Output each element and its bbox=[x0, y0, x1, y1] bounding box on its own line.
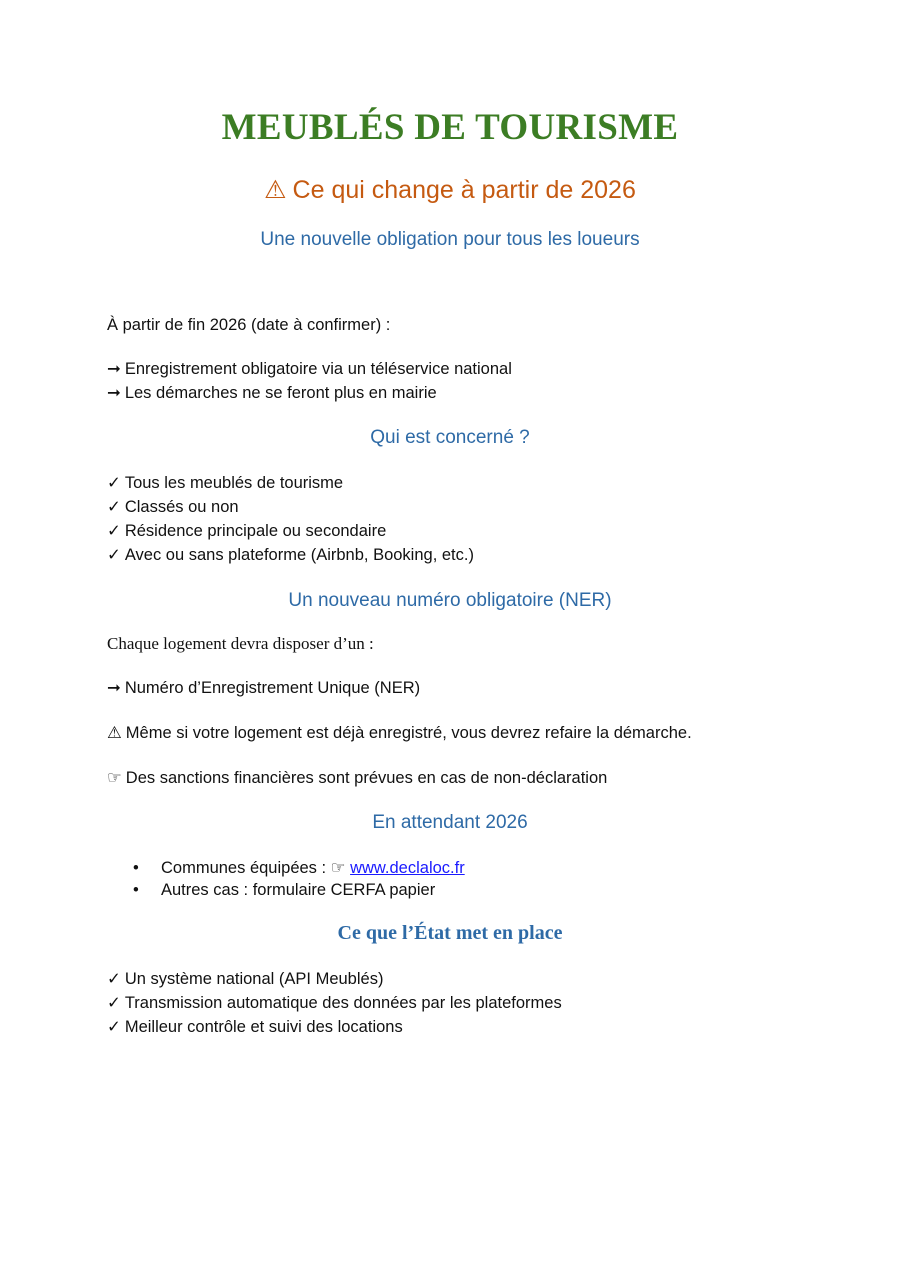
concerned-item bbox=[107, 543, 474, 567]
check-icon: ✓ bbox=[107, 546, 121, 564]
check-icon: ✓ bbox=[107, 994, 121, 1012]
change-item-text: Enregistrement obligatoire via un téléservice national bbox=[124, 360, 512, 378]
section-heading-state: Ce que l’État met en place bbox=[337, 922, 563, 944]
ner-item-text: Numéro d’Enregistrement Unique (NER) bbox=[124, 679, 421, 697]
list-item bbox=[133, 879, 465, 901]
ner-warning-text: Même si votre logement est déjà enregistré, vous devrez refaire la démarche. bbox=[125, 724, 692, 742]
section-heading-concerned: Qui est concerné ? bbox=[370, 427, 530, 448]
warning-icon: ⚠ bbox=[264, 176, 287, 204]
list-item-text: Autres cas : formulaire CERFA papier bbox=[161, 881, 436, 899]
check-icon: ✓ bbox=[107, 1018, 121, 1036]
change-item-text: Les démarches ne se feront plus en mairie bbox=[124, 384, 437, 402]
check-icon: ✓ bbox=[107, 474, 121, 492]
state-item bbox=[107, 991, 562, 1015]
state-item-text: Transmission automatique des données par les plateformes bbox=[124, 994, 562, 1012]
sanctions-note bbox=[107, 766, 607, 790]
sanctions-text: Des sanctions financières sont prévues en cas de non-déclaration bbox=[125, 769, 608, 787]
arrow-icon: ➞ bbox=[107, 384, 121, 402]
state-item bbox=[107, 967, 383, 991]
intro-text: À partir de fin 2026 (date à confirmer) : bbox=[107, 316, 391, 334]
arrow-icon: ➞ bbox=[107, 360, 121, 378]
warning-icon: ⚠ bbox=[107, 724, 122, 742]
state-item-text: Un système national (API Meublés) bbox=[124, 970, 384, 988]
section-heading-ner: Un nouveau numéro obligatoire (NER) bbox=[288, 590, 612, 611]
change-item bbox=[107, 357, 512, 381]
change-item bbox=[107, 381, 437, 405]
section-heading-waiting: En attendant 2026 bbox=[372, 812, 528, 833]
page-title: MEUBLÉS DE TOURISME bbox=[221, 107, 679, 148]
concerned-item bbox=[107, 471, 343, 495]
bullet-icon: • bbox=[133, 859, 139, 877]
ner-intro: Chaque logement devra disposer d’un : bbox=[107, 634, 374, 653]
subtitle-text: Ce qui change à partir de 2026 bbox=[292, 176, 636, 204]
subtitle bbox=[0, 175, 900, 205]
pointing-hand-icon: ☞ bbox=[107, 769, 122, 787]
list-item bbox=[133, 857, 465, 879]
ner-item bbox=[107, 676, 420, 700]
check-icon: ✓ bbox=[107, 522, 121, 540]
waiting-list bbox=[133, 857, 465, 901]
concerned-item bbox=[107, 495, 239, 519]
declaloc-link[interactable]: www.declaloc.fr bbox=[350, 859, 465, 877]
check-icon: ✓ bbox=[107, 498, 121, 516]
tagline: Une nouvelle obligation pour tous les loueurs bbox=[260, 229, 640, 250]
arrow-icon: ➞ bbox=[107, 679, 121, 697]
concerned-item-text: Avec ou sans plateforme (Airbnb, Booking, etc.) bbox=[124, 546, 474, 564]
ner-warning bbox=[107, 721, 692, 745]
bullet-icon: • bbox=[133, 881, 139, 899]
concerned-item bbox=[107, 519, 386, 543]
check-icon: ✓ bbox=[107, 970, 121, 988]
concerned-item-text: Tous les meublés de tourisme bbox=[124, 474, 344, 492]
state-item-text: Meilleur contrôle et suivi des locations bbox=[124, 1018, 403, 1036]
list-item-label: Communes équipées : bbox=[161, 859, 327, 877]
state-item bbox=[107, 1015, 403, 1039]
concerned-item-text: Classés ou non bbox=[124, 498, 239, 516]
pointing-hand-icon: ☞ bbox=[330, 859, 346, 877]
concerned-item-text: Résidence principale ou secondaire bbox=[124, 522, 387, 540]
